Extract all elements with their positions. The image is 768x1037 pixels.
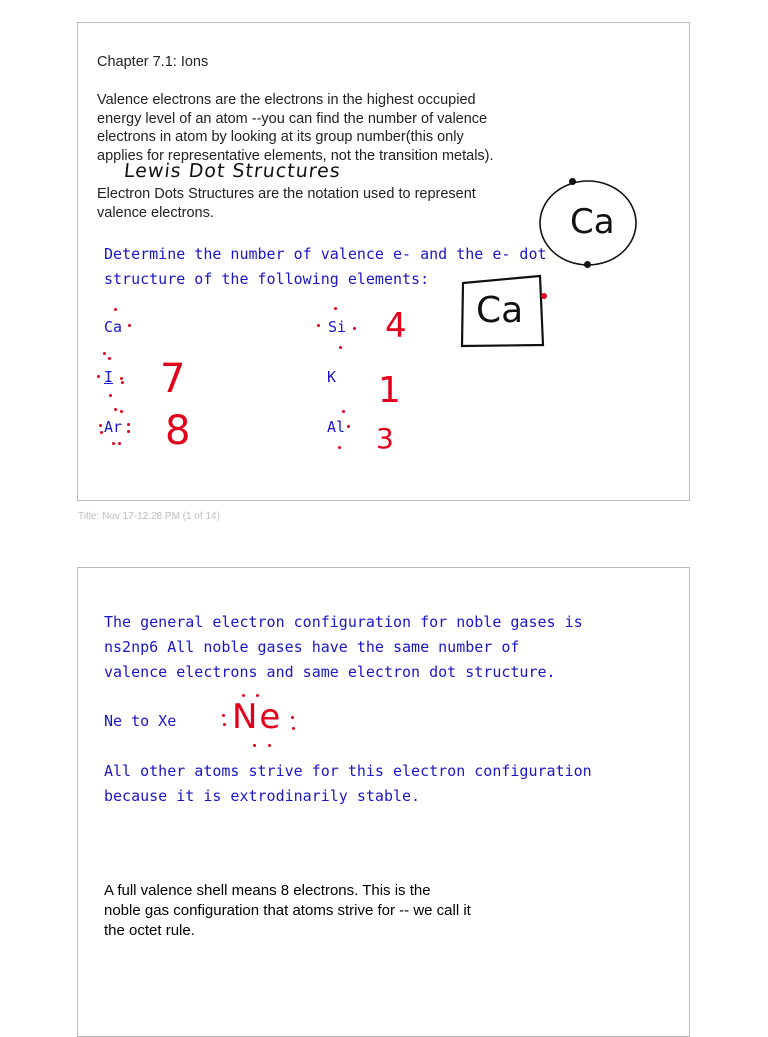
octet-line-3: the octet rule. <box>104 922 195 939</box>
electron-dot <box>223 723 226 726</box>
para1-line-4: applies for representative elements, not the transition metals). <box>97 147 494 164</box>
electron-dot <box>253 744 256 747</box>
electron-dot <box>291 716 294 719</box>
handwritten-title: Lewis Dot Structures <box>122 160 342 182</box>
strive-line-2: because it is extrodinarily stable. <box>104 787 421 805</box>
circle-ca-label: Ca <box>570 202 615 242</box>
para2-line-1: Electron Dots Structures are the notation used to represent <box>97 186 476 202</box>
valence-electron-dot <box>584 261 591 268</box>
answer-i: 7 <box>160 356 186 402</box>
para1-line-1: Valence electrons are the electrons in the highest occupied <box>97 92 476 108</box>
ne-symbol: Ne <box>232 697 283 737</box>
octet-line-1: A full valence shell means 8 electrons. This is the <box>104 882 431 899</box>
electron-dot <box>268 744 271 747</box>
para2-line-2: valence electrons. <box>97 204 214 221</box>
octet-line-2: noble gas configuration that atoms strive for -- we call it <box>104 902 471 919</box>
ne-to-xe-label: Ne to Xe <box>104 712 177 730</box>
electron-dot <box>242 694 245 697</box>
electron-dot <box>256 694 259 697</box>
electron-dot <box>292 727 295 730</box>
electron-dot <box>222 714 225 717</box>
electron-dot <box>541 293 547 299</box>
slide-1-heading: Chapter 7.1: Ions <box>97 54 209 70</box>
prompt-line-1: Determine the number of valence e- and the e- dot <box>104 245 547 263</box>
valence-electron-dot <box>569 178 576 185</box>
answer-k: 1 <box>378 370 401 411</box>
para1-line-3: electrons in atom by looking at its group number(this only <box>97 129 464 145</box>
element-ar: Ar <box>104 418 123 436</box>
element-i: I <box>104 368 114 386</box>
answer-si: 4 <box>385 306 407 346</box>
element-al: Al <box>327 418 346 436</box>
slide-caption: Title: Nov 17-12:28 PM (1 of 14) <box>78 511 220 522</box>
noble-line-2: ns2np6 All noble gases have the same number of <box>104 638 520 656</box>
prompt-line-2: structure of the following elements: <box>104 270 430 288</box>
noble-line-1: The general electron configuration for noble gases is <box>104 613 583 631</box>
para1-line-2: energy level of an atom --you can find the number of valence <box>97 110 488 127</box>
box-ca-label: Ca <box>476 290 524 331</box>
strive-line-1: All other atoms strive for this electron configuration <box>104 762 592 780</box>
element-k: K <box>327 368 337 386</box>
answer-ar: 8 <box>165 408 191 454</box>
answer-al: 3 <box>376 422 394 455</box>
element-ca: Ca <box>104 318 123 336</box>
noble-line-3: valence electrons and same electron dot structure. <box>104 663 556 681</box>
element-si: Si <box>328 318 347 336</box>
